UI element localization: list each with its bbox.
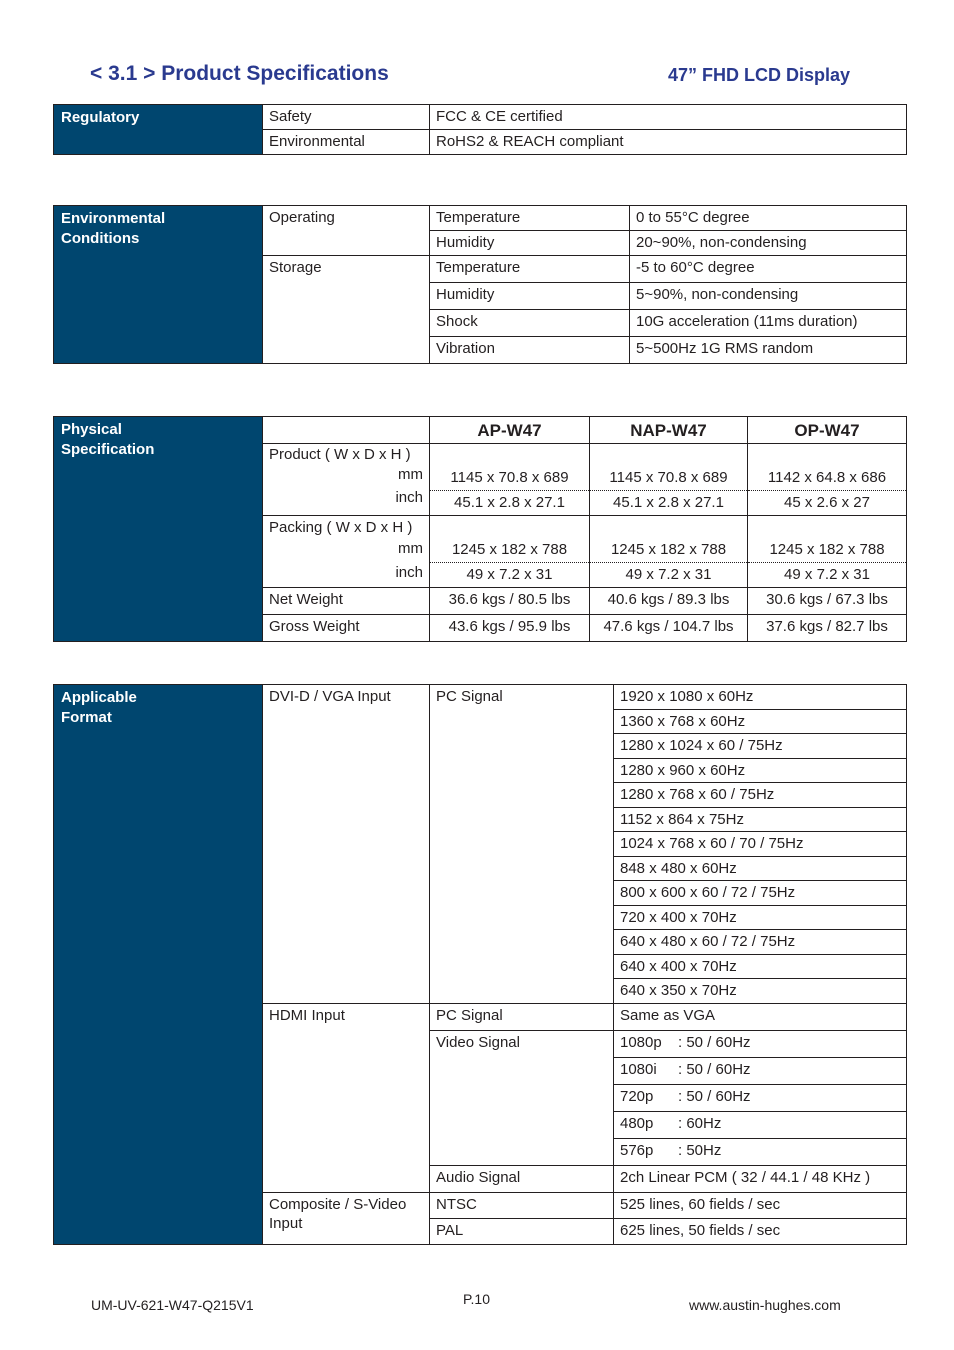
resolution-value: 1920 x 1080 x 60Hz: [614, 685, 907, 710]
packing-dimension-label: Packing ( W x D x H ) mm inch: [263, 516, 430, 588]
composite-value: 625 lines, 50 fields / sec: [614, 1218, 907, 1244]
hdmi-input-label: HDMI Input: [263, 1003, 430, 1192]
resolution-value: 640 x 480 x 60 / 72 / 75Hz: [614, 930, 907, 955]
applicable-format-table: [53, 684, 907, 1245]
gross-weight: 37.6 kgs / 82.7 lbs: [748, 615, 907, 642]
page-number: P.10: [463, 1291, 490, 1307]
storage-label: Storage: [263, 256, 430, 364]
net-weight: 30.6 kgs / 67.3 lbs: [748, 588, 907, 615]
regulatory-table: [53, 104, 907, 155]
hdmi-video-signal-label: Video Signal: [430, 1030, 614, 1165]
video-mode-value: 480p : 60Hz: [614, 1111, 907, 1138]
resolution-value: 1280 x 768 x 60 / 75Hz: [614, 783, 907, 808]
gross-weight: 47.6 kgs / 104.7 lbs: [590, 615, 748, 642]
video-mode-value: 1080p : 50 / 60Hz: [614, 1030, 907, 1057]
environmental-table: [53, 205, 907, 364]
env-value: 0 to 55°C degree: [630, 206, 907, 231]
net-weight: 40.6 kgs / 89.3 lbs: [590, 588, 748, 615]
resolution-value: 720 x 400 x 70Hz: [614, 905, 907, 930]
composite-value: 525 lines, 60 fields / sec: [614, 1192, 907, 1218]
model-header: NAP-W47: [590, 417, 748, 444]
packing-dimension: 1245 x 182 x 788 49 x 7.2 x 31: [430, 516, 590, 588]
product-dimension: 1142 x 64.8 x 686 45 x 2.6 x 27: [748, 444, 907, 516]
env-value: 5~500Hz 1G RMS random: [630, 337, 907, 364]
video-mode-value: 576p : 50Hz: [614, 1138, 907, 1165]
page-title: < 3.1 > Product Specifications: [90, 62, 389, 85]
regulatory-item: Environmental: [263, 130, 430, 155]
physical-label: Physical Specification: [54, 417, 263, 642]
website-link[interactable]: www.austin-hughes.com: [689, 1297, 841, 1313]
composite-svideo-input-label: Composite / S-Video Input: [263, 1192, 430, 1244]
regulatory-label: Regulatory: [54, 105, 263, 155]
resolution-value: 1280 x 1024 x 60 / 75Hz: [614, 734, 907, 759]
product-dimension: 1145 x 70.8 x 689 45.1 x 2.8 x 27.1: [590, 444, 748, 516]
document-id: UM-UV-621-W47-Q215V1: [91, 1297, 254, 1313]
env-value: 20~90%, non-condensing: [630, 231, 907, 256]
env-item: Temperature: [430, 256, 630, 283]
resolution-value: 848 x 480 x 60Hz: [614, 856, 907, 881]
composite-item: NTSC: [430, 1192, 614, 1218]
hdmi-audio-signal-label: Audio Signal: [430, 1165, 614, 1192]
env-item: Humidity: [430, 231, 630, 256]
env-value: 5~90%, non-condensing: [630, 283, 907, 310]
env-value: -5 to 60°C degree: [630, 256, 907, 283]
dvi-pc-signal-label: PC Signal: [430, 685, 614, 1004]
resolution-value: 640 x 400 x 70Hz: [614, 954, 907, 979]
packing-dimension: 1245 x 182 x 788 49 x 7.2 x 31: [590, 516, 748, 588]
resolution-value: 1152 x 864 x 75Hz: [614, 807, 907, 832]
environmental-label: Environmental Conditions: [54, 206, 263, 364]
model-header: OP-W47: [748, 417, 907, 444]
regulatory-value: FCC & CE certified: [430, 105, 907, 130]
resolution-value: 800 x 600 x 60 / 72 / 75Hz: [614, 881, 907, 906]
model-header: AP-W47: [430, 417, 590, 444]
hdmi-pc-signal-label: PC Signal: [430, 1003, 614, 1030]
resolution-value: 1280 x 960 x 60Hz: [614, 758, 907, 783]
env-value: 10G acceleration (11ms duration): [630, 310, 907, 337]
env-item: Vibration: [430, 337, 630, 364]
env-item: Temperature: [430, 206, 630, 231]
dvi-vga-input-label: DVI-D / VGA Input: [263, 685, 430, 1004]
video-mode-value: 720p : 50 / 60Hz: [614, 1084, 907, 1111]
gross-weight-label: Gross Weight: [263, 615, 430, 642]
product-dimension: 1145 x 70.8 x 689 45.1 x 2.8 x 27.1: [430, 444, 590, 516]
applicable-format-label: Applicable Format: [54, 685, 263, 1245]
physical-table: [53, 416, 907, 642]
gross-weight: 43.6 kgs / 95.9 lbs: [430, 615, 590, 642]
product-dimension-label: Product ( W x D x H ) mm inch: [263, 444, 430, 516]
resolution-value: 1360 x 768 x 60Hz: [614, 709, 907, 734]
resolution-value: 640 x 350 x 70Hz: [614, 979, 907, 1004]
regulatory-value: RoHS2 & REACH compliant: [430, 130, 907, 155]
env-item: Humidity: [430, 283, 630, 310]
video-mode-value: 1080i : 50 / 60Hz: [614, 1057, 907, 1084]
composite-item: PAL: [430, 1218, 614, 1244]
net-weight-label: Net Weight: [263, 588, 430, 615]
env-item: Shock: [430, 310, 630, 337]
packing-dimension: 1245 x 182 x 788 49 x 7.2 x 31: [748, 516, 907, 588]
net-weight: 36.6 kgs / 80.5 lbs: [430, 588, 590, 615]
hdmi-audio-value: 2ch Linear PCM ( 32 / 44.1 / 48 KHz ): [614, 1165, 907, 1192]
model-header-blank: [263, 417, 430, 444]
regulatory-item: Safety: [263, 105, 430, 130]
hdmi-pc-value: Same as VGA: [614, 1003, 907, 1030]
operating-label: Operating: [263, 206, 430, 256]
product-name: 47” FHD LCD Display: [668, 65, 851, 85]
resolution-value: 1024 x 768 x 60 / 70 / 75Hz: [614, 832, 907, 857]
